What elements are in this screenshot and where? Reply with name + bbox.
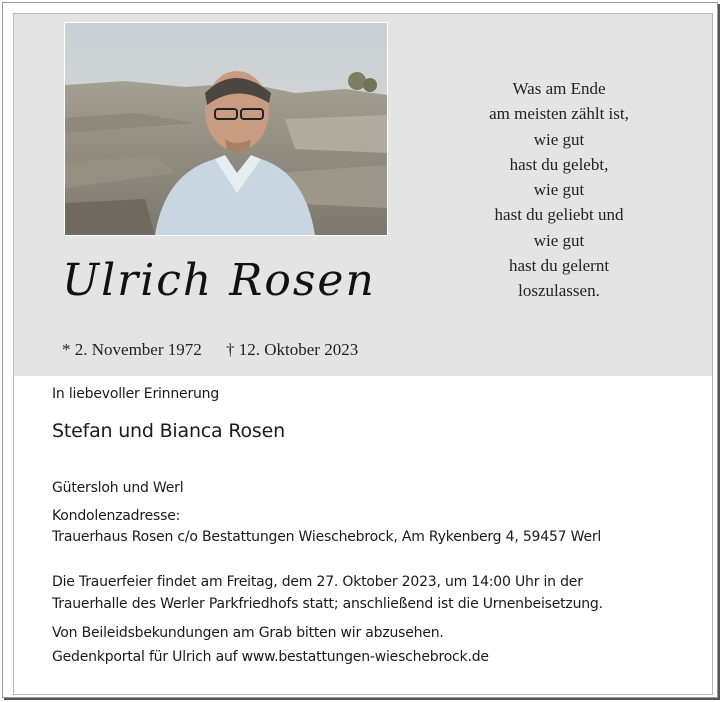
notice-frame [2,2,718,698]
places: Gütersloh und Werl [52,480,184,496]
poem-line: wie gut [533,230,585,250]
notice-inner-border [13,13,713,695]
poem-line: hast du geliebt und [494,205,624,225]
deceased-name: Ulrich Rosen [62,255,376,306]
poem-line: am meisten zählt ist, [489,104,629,124]
poem-line: hast du gelernt [508,256,610,276]
poem [444,76,674,304]
portrait-photo-image [65,23,387,235]
memorial-portal-line: Gedenkportal für Ulrich auf www.bestattungen-wieschebrock.de [52,649,489,665]
birth-date: * 2. November 1972 [62,340,202,359]
memory-line: In liebevoller Erinnerung [52,386,220,402]
condolence-address: Trauerhaus Rosen c/o Bestattungen Wieschebrock, Am Rykenberg 4, 59457 Werl [52,529,602,545]
ceremony-line: Die Trauerfeier findet am Freitag, dem 27. Oktober 2023, um 14:00 Uhr in der [52,574,583,590]
death-date: † 12. Oktober 2023 [226,340,359,359]
header-panel [14,14,712,376]
poem-line: Was am Ende [512,79,606,98]
condolence-label: Kondolenzadresse: [52,508,181,524]
poem-line: wie gut [533,129,585,149]
portrait-photo [64,22,388,236]
poem-line: hast du gelebt, [509,154,609,174]
poem-line: wie gut [533,180,585,200]
family-names: Stefan und Bianca Rosen [52,420,285,442]
poem-line: loszulassen. [518,281,600,301]
condolence-note: Von Beileidsbekundungen am Grab bitten wir abzusehen. [52,625,444,641]
life-dates [62,340,358,360]
ceremony-line: Trauerhalle des Werler Parkfriedhofs statt; anschließend ist die Urnenbeisetzung. [52,596,603,612]
